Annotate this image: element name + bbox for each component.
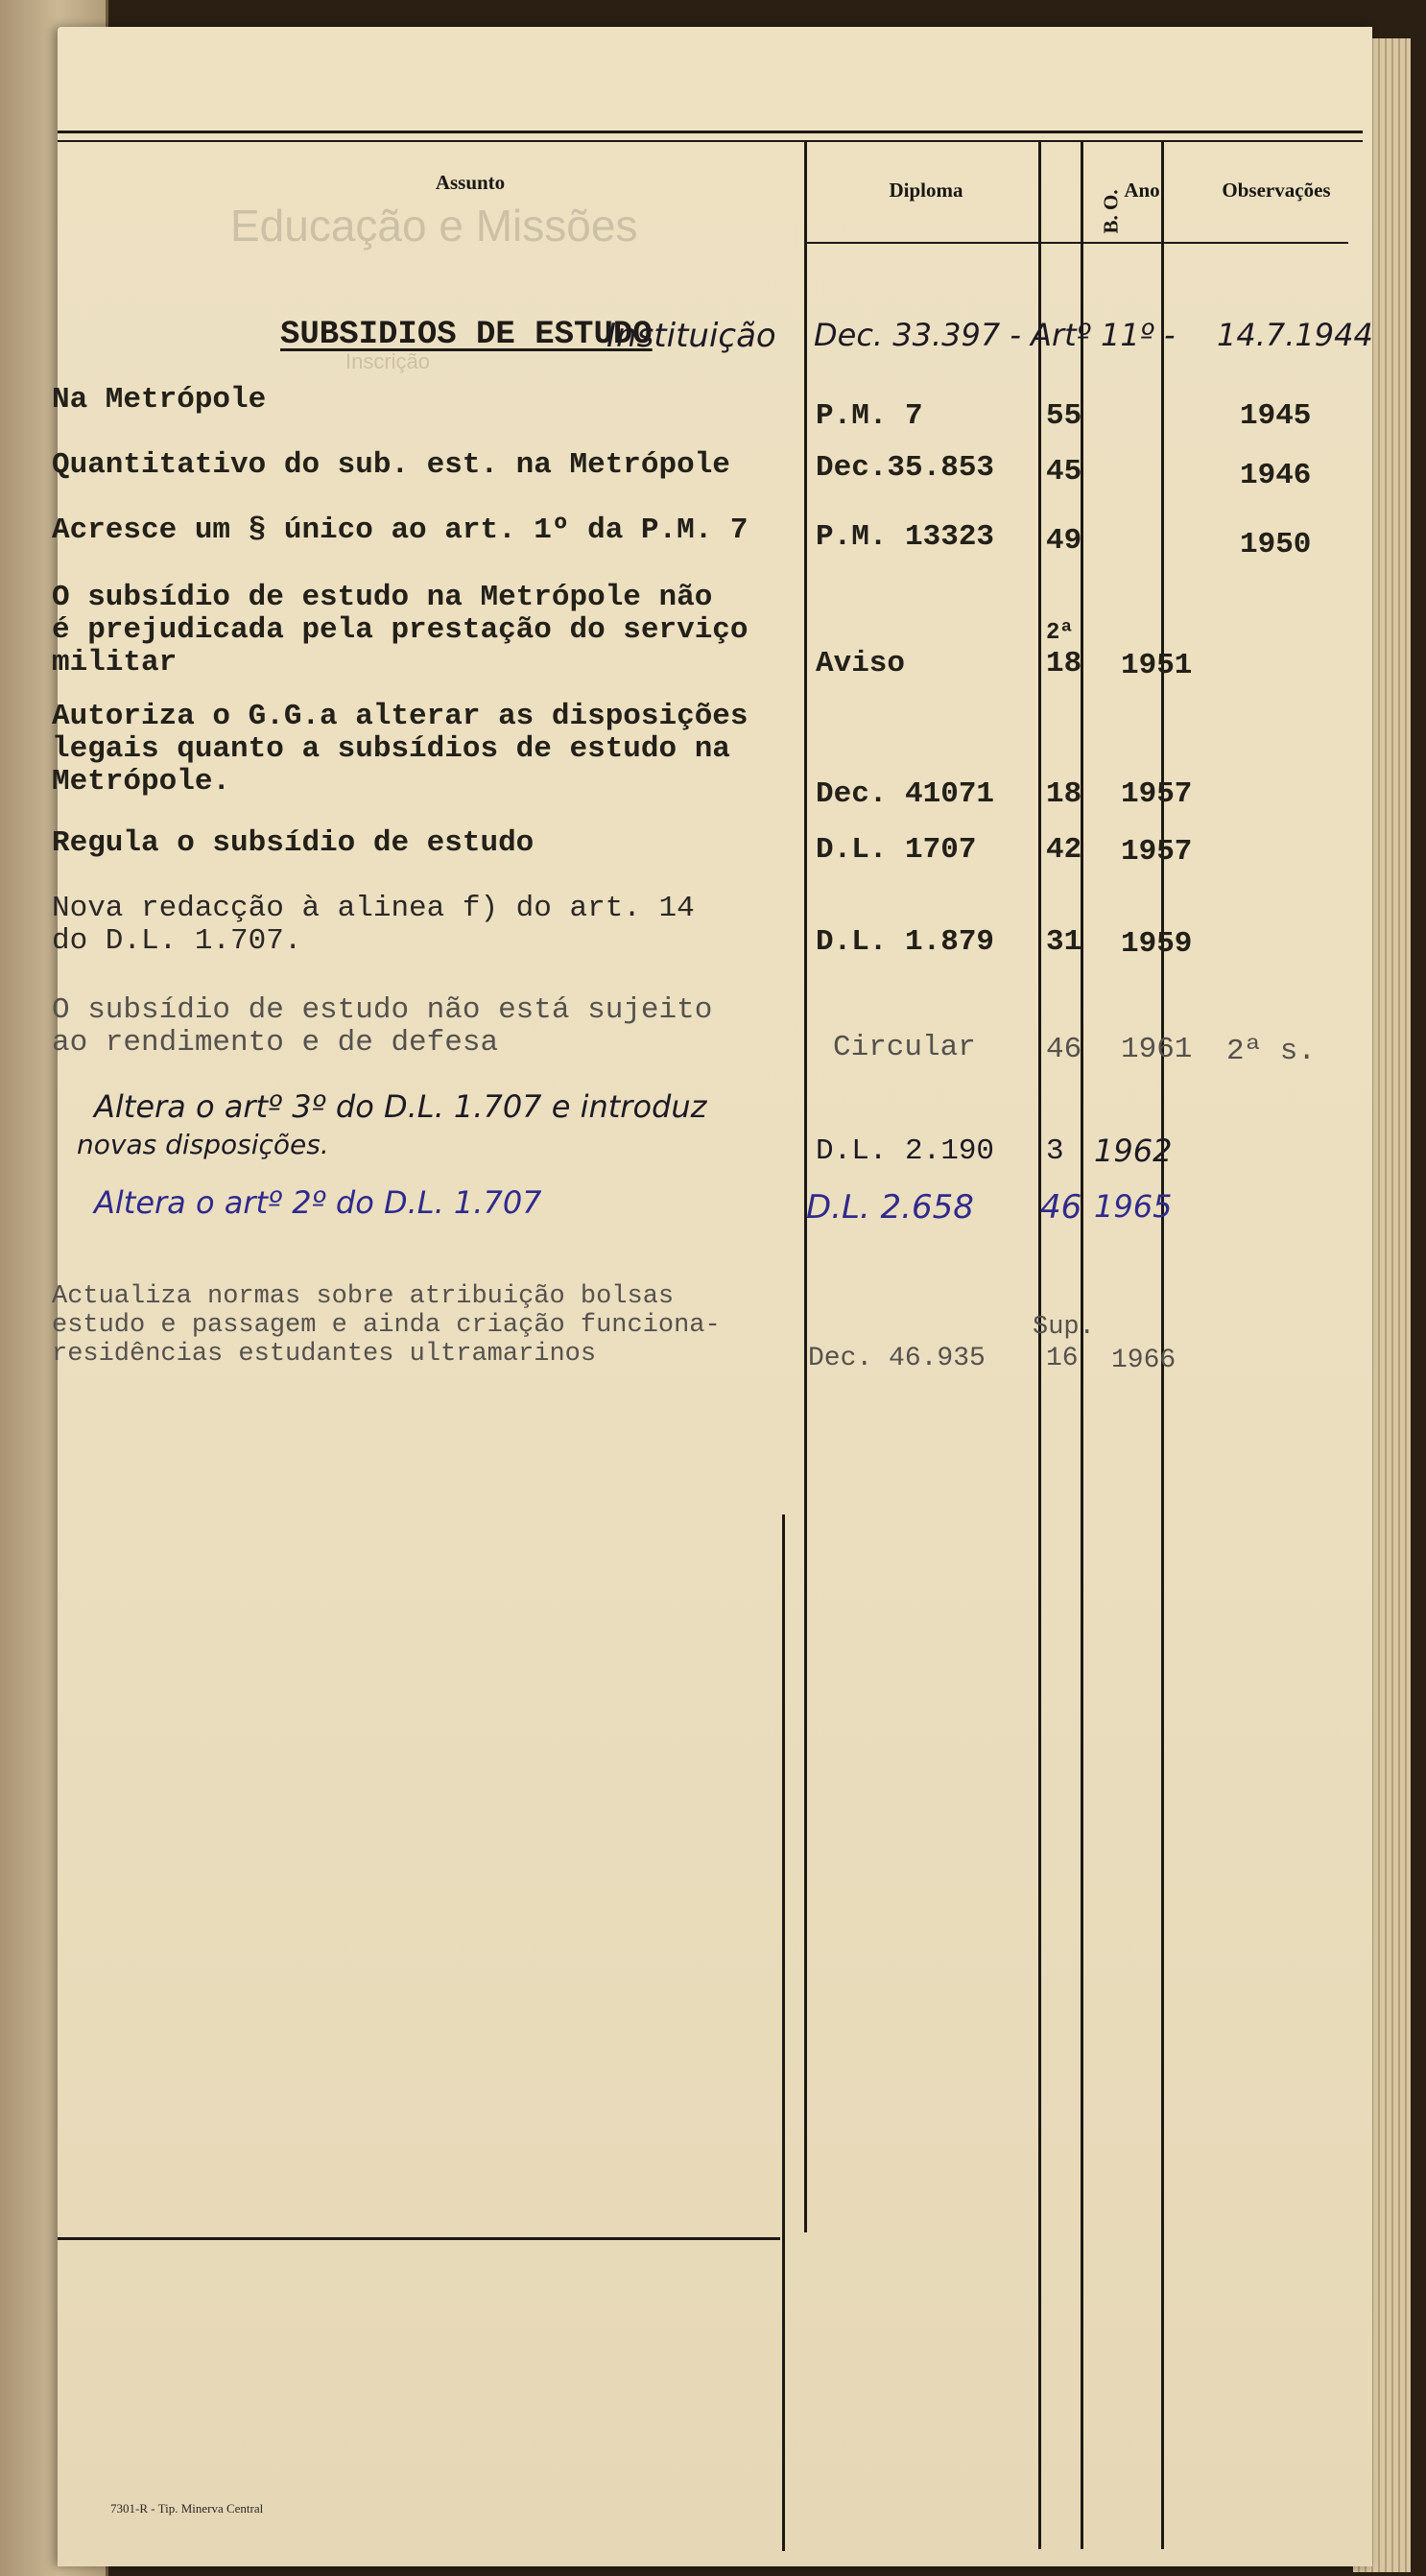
row-assunto: Altera o artº 2º do D.L. 1.707 [94,1184,542,1221]
row-bo: 45 [1046,455,1082,489]
row-diploma: Dec. 41071 [816,777,995,811]
title-diploma: Dec. 33.397 - Artº 11º - [814,317,1176,353]
row-obs: 1946 [1240,459,1312,492]
row-assunto-line: O subsídio de estudo não está sujeito [52,993,713,1027]
faint-fragment: Inscrição [345,349,431,373]
row-bo: 42 [1046,833,1082,867]
row-ano: 1957 [1121,835,1193,869]
row-bo: 49 [1046,524,1082,558]
row-bo-sup: Sup. [1033,1313,1095,1342]
row-bo: 55 [1046,399,1082,433]
row-ano: 1966 [1111,1346,1176,1375]
header-diploma: Diploma [889,179,963,202]
row-bo: 16 [1046,1344,1079,1373]
row-assunto-line: Nova redacção à alinea f) do art. 14 [52,892,695,925]
row-bo: 46 [1046,1033,1082,1066]
row-assunto: Acresce um § único ao art. 1º da P.M. 7 [52,513,749,547]
row-assunto-line: legais quanto a subsídios de estudo na [52,732,730,766]
col-rule-diploma-bo [1038,140,1041,2549]
row-assunto-line: do D.L. 1.707. [52,924,302,958]
row-assunto-line: Autoriza o G.G.a alterar as disposições [52,700,749,733]
row-diploma: D.L. 2.190 [816,1134,995,1168]
faint-heading: Educação e Missões [230,201,638,250]
row-bo: 18 [1046,647,1082,680]
row-assunto-line: O subsídio de estudo na Metrópole não [52,581,713,614]
row-diploma: Dec. 46.935 [808,1344,986,1373]
row-diploma: Dec.35.853 [816,451,995,485]
row-assunto-line: residências estudantes ultramarinos [52,1340,597,1369]
row-assunto-line: estudo e passagem e ainda criação funciona- [52,1311,721,1340]
section-title: SUBSIDIOS DE ESTUDO [280,317,653,353]
ledger-page [52,27,1373,2566]
row-diploma: D.L. 2.658 [806,1188,974,1227]
row-bo: 31 [1046,925,1082,959]
row-diploma: D.L. 1.879 [816,925,995,959]
row-ano: 1961 [1121,1033,1193,1066]
row-assunto-line: é prejudicada pela prestação do serviço [52,613,749,647]
printer-imprint: 7301-R - Tip. Minerva Central [110,2501,264,2516]
row-ano: 1951 [1121,649,1193,682]
col-rule-assunto-diploma-lower [782,1515,785,2551]
row-assunto-line: novas disposições. [77,1129,329,1160]
row-diploma: P.M. 7 [816,399,923,433]
row-diploma: Aviso [816,647,906,680]
row-ano: 1965 [1094,1188,1173,1225]
row-assunto: Na Metrópole [52,383,267,417]
row-assunto-line: Metrópole. [52,765,231,799]
col-rule-ano-obs [1161,140,1164,2549]
header-assunto: Assunto [435,171,506,194]
row-diploma: D.L. 1707 [816,833,977,867]
header-observacoes: Observações [1222,179,1331,202]
header-ano: Ano [1124,179,1160,202]
assunto-bottom-rule [58,2237,780,2240]
header-rule-top [58,131,1363,133]
title-date: 14.7.1944 [1217,317,1373,353]
header-bo: B. O. [1099,188,1123,234]
col-rule-bo-ano [1081,140,1083,2549]
row-obs: 2ª s. [1226,1035,1317,1068]
row-diploma: P.M. 13323 [816,520,995,554]
row-assunto-line: militar [52,646,178,680]
row-obs: 1950 [1240,528,1312,561]
row-assunto: Regula o subsídio de estudo [52,826,535,860]
title-handwritten: Instituição [606,317,776,355]
row-ano: 1959 [1121,927,1193,961]
row-bo: 3 [1046,1134,1064,1168]
col-rule-assunto-diploma [804,140,807,2232]
row-obs: 1945 [1240,399,1312,433]
row-ano: 1957 [1121,777,1193,811]
row-assunto-line: Altera o artº 3º do D.L. 1.707 e introduz [94,1088,707,1125]
row-assunto-line: Actualiza normas sobre atribuição bolsas [52,1282,675,1311]
row-ano: 1962 [1094,1133,1173,1169]
row-bo-sup: 2ª [1046,620,1074,646]
row-bo: 46 [1040,1188,1082,1227]
row-assunto-line: ao rendimento e de defesa [52,1026,499,1060]
row-diploma: Circular [833,1031,976,1064]
row-assunto: Quantitativo do sub. est. na Metrópole [52,448,730,482]
row-bo: 18 [1046,777,1082,811]
header-rule-bottom [806,242,1348,244]
header-rule-top-2 [58,140,1363,142]
